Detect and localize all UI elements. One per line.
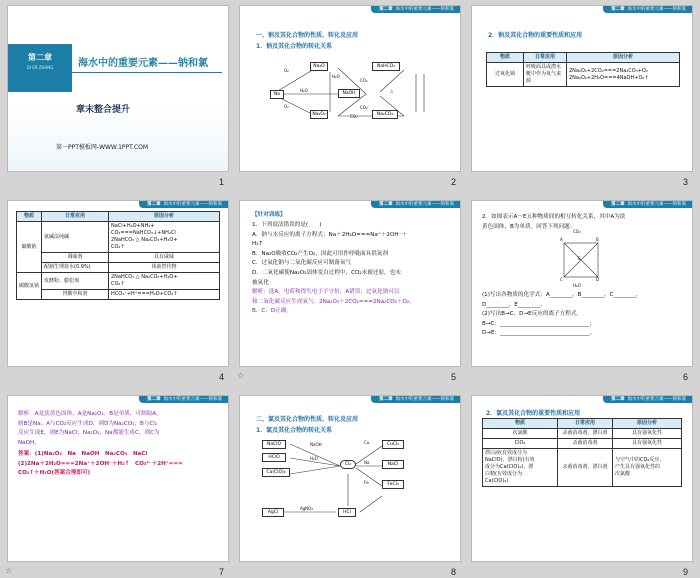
- edge-co2: CO₂: [573, 229, 581, 234]
- slide-thumbnail-2[interactable]: [240, 6, 460, 171]
- table-cell: 具有强氧化性: [613, 429, 682, 439]
- node-fecl3: FeCl₃: [382, 480, 404, 489]
- slide-number-3: 3: [683, 177, 689, 187]
- table-cell: [483, 449, 558, 487]
- col-header: 物质: [483, 419, 558, 429]
- node-naoh: NaOH: [338, 89, 360, 98]
- question-blanks: [482, 291, 686, 339]
- header-title: 海水中的重要元素——钠和氯: [163, 202, 222, 207]
- edge-agno3: AgNO₃: [300, 506, 314, 511]
- node-na2co3: Na₂CO₃: [372, 110, 398, 119]
- header-chapter: 第二章: [147, 202, 161, 207]
- equation: CO₂===NaHCO₃↓+NH₄Cl: [111, 230, 176, 236]
- slide-number-7: 7: [219, 567, 225, 577]
- answer-line: 和二氧化碳反应生成氧气：2Na₂O₂＋2CO₂===2Na₂CO₃＋O₂，: [252, 298, 415, 305]
- equation: NaCl+H₂O+NH₃+: [111, 223, 155, 229]
- text-line: 产生具有强氧化性的: [615, 464, 661, 470]
- equation: 2NaHCO₃ △ Na₂CO₃+H₂O+: [111, 274, 178, 280]
- col-header: 日常应用: [524, 53, 567, 63]
- table-cell: 发酵粉、膨松剂: [42, 273, 109, 290]
- text-line: B→C：________________________________；: [482, 320, 596, 327]
- slide-header: [603, 396, 692, 403]
- explanation-text: [18, 410, 222, 448]
- text-line: 白精(有效成分为: [485, 471, 522, 477]
- edge-h2o: H₂O: [310, 456, 318, 461]
- text-line: 黄色固体，B为单质。回答下列问题：: [482, 223, 576, 230]
- text-line: 被氧化: [252, 279, 269, 286]
- slide-thumbnail-9[interactable]: [472, 396, 692, 561]
- property-table: [482, 418, 682, 487]
- sub-title: 2．钠及其化合物的重要性质和应用: [488, 32, 583, 39]
- table-cell: 具有咸味: [109, 253, 220, 263]
- equation: 2Na₂O₂+2H₂O===4NaOH+O₂↑: [569, 74, 649, 81]
- slide-thumbnail-8[interactable]: [240, 396, 460, 561]
- slide-header: [371, 6, 460, 13]
- slide-number-6: 6: [683, 372, 689, 382]
- table-cell: [109, 222, 220, 253]
- header-title: 海水中的重要元素——钠和氯: [395, 397, 454, 402]
- text-line: 则B是Na；A与CO₂反应生成D，则D为Na₂CO₃；B与Cl₂: [18, 420, 158, 427]
- col-header: 原因分析: [613, 419, 682, 429]
- table-cell: 次氯酸: [483, 429, 558, 439]
- slide-header: [371, 396, 460, 403]
- slide-subtitle: 章末整合提升: [76, 105, 131, 115]
- slide-number-8: 8: [451, 567, 457, 577]
- sub-title: 1．钠及其化合物的转化关系: [256, 43, 333, 50]
- question-text: [252, 221, 452, 317]
- col-header: 原因分析: [109, 212, 220, 222]
- table-cell: 氨碱法纯碱: [42, 222, 109, 253]
- banner: [72, 48, 222, 73]
- slide-number-5: 5: [451, 372, 457, 382]
- banner-title: 海水中的重要元素——钠和氯: [78, 58, 208, 69]
- slide-number-4: 4: [219, 372, 225, 382]
- table-cell: [109, 273, 220, 290]
- equation: CO₂↑: [111, 281, 125, 287]
- slide-header: [139, 201, 228, 208]
- equation: 2NaHCO₃ △ Na₂CO₃+H₂O+: [111, 237, 178, 243]
- header-title: 海水中的重要元素——钠和氯: [395, 202, 454, 207]
- table-cell: 具有强氧化性: [613, 439, 682, 449]
- text-line: D．二氧化碳使Na₂O₂固体变白过程中，CO₂未被还原，也未: [252, 269, 401, 276]
- table-cell: 杀菌消毒剂: [558, 439, 613, 449]
- node-hcl: HCl: [338, 508, 356, 517]
- answer-line: 解析：选A。电荷和得失电子不守恒，A错误；过氧化钠可以: [252, 289, 400, 296]
- node-cl2: Cl₂: [340, 460, 356, 469]
- header-title: 海水中的重要元素——钠和氯: [163, 397, 222, 402]
- edge-co2-b: CO₂: [360, 105, 368, 110]
- col-header: 日常应用: [558, 419, 613, 429]
- header-chapter: 第二章: [379, 397, 393, 402]
- node-d: D: [596, 277, 600, 282]
- node-caclo2: Ca(ClO)₂: [262, 468, 290, 477]
- chapter-badge-label: 第二章: [28, 53, 52, 62]
- slide-header: [603, 6, 692, 13]
- text-line: 成分为Ca(ClO)₂)、漂: [485, 464, 534, 470]
- slide-thumbnail-1[interactable]: [8, 6, 228, 171]
- table-cell: 配制生理盐水(0.9%): [42, 263, 109, 273]
- text-line: (2)写出B→C、D→E反应的离子方程式。: [482, 311, 583, 318]
- chapter-badge: [8, 44, 72, 92]
- header-chapter: 第二章: [379, 7, 393, 12]
- slide-number-2: 2: [451, 177, 457, 187]
- header-title: 海水中的重要元素——钠和氯: [627, 7, 686, 12]
- text-line: 1．下列说法错误的是( ): [252, 222, 322, 228]
- col-header: 日常应用: [42, 212, 109, 222]
- slide-number-1: 1: [219, 177, 225, 187]
- question-text: [482, 213, 686, 232]
- header-chapter: 第二章: [147, 397, 161, 402]
- edge-co2-a: CO₂: [360, 78, 368, 83]
- table-cell: [613, 449, 682, 487]
- node-na2o2: Na₂O₂: [310, 110, 328, 119]
- text-line: C．过氧化钠与二氧化碳反应可制备氧气: [252, 260, 352, 267]
- edge-o2-b: O₂: [284, 104, 289, 109]
- chapter-badge-sub: DI ER ZHANG: [26, 65, 54, 70]
- slide-thumbnail-7[interactable]: [8, 396, 228, 561]
- header-chapter: 第二章: [611, 202, 625, 207]
- table-cell: 体液替代物: [109, 263, 220, 273]
- node-na: Na: [270, 90, 284, 99]
- property-table: [486, 52, 680, 87]
- slide-header: [139, 396, 228, 403]
- table-cell: 杀菌消毒剂、漂白剂: [558, 429, 613, 439]
- slide-thumbnail-6[interactable]: [472, 201, 692, 366]
- property-table: [16, 211, 220, 300]
- text-line: 答案：(1)Na₂O₂ Na NaOH Na₂CO₃ NaCl: [18, 451, 148, 457]
- answer-line: B、C、D正确。: [252, 308, 293, 315]
- table-cell: 碳酸氢钠: [17, 273, 42, 300]
- header-chapter: 第二章: [379, 202, 393, 207]
- slide-footer: 第一PPT模板网-WWW.1PPT.COM: [56, 144, 149, 151]
- text-line: (1)写出各物质的化学式：A________，B________，C________，: [482, 292, 642, 298]
- table-cell: ClO₂: [483, 439, 558, 449]
- edge-h2o-a: H₂O: [300, 88, 308, 93]
- text-line: B．Na₂O吸收CO₂产生O₂，因此可用作呼吸面具供氧剂: [252, 250, 388, 257]
- text-line: NaOH。: [18, 439, 40, 446]
- text-line: D→E：________________________________。: [482, 330, 596, 337]
- text-line: 与空气中的CO₂反应，: [615, 457, 665, 463]
- col-header: 原因分析: [567, 53, 680, 63]
- edge-naoh: NaOH: [310, 442, 322, 447]
- header-title: 海水中的重要元素——钠和氯: [627, 397, 686, 402]
- edge-fe: Fe: [364, 480, 369, 485]
- edge-h2o: H₂O: [573, 283, 581, 288]
- table-cell: 过氧化钠: [487, 63, 524, 87]
- node-na2o: Na₂O: [310, 62, 328, 71]
- slide-number-9: 9: [683, 567, 689, 577]
- text-line: 漂白液(有效成分为: [485, 450, 527, 456]
- node-e: E: [578, 256, 581, 261]
- text-line: 解析：A是淡黄色固体，A是Na₂O₂；B是单质，可制取A，: [18, 411, 162, 417]
- header-title: 海水中的重要元素——钠和氯: [395, 7, 454, 12]
- node-a: A: [560, 237, 563, 242]
- text-line: A．钠与水反应的离子方程式：Na＋2H₂O===Na⁺＋2OH⁻＋: [252, 231, 408, 238]
- section-title: 一、钠及其化合物的性质、转化及应用: [256, 32, 359, 39]
- edge-h2o-b: H₂O: [332, 74, 340, 79]
- node-nahco3: NaHCO₃: [372, 62, 400, 71]
- node-naclo: NaClO: [262, 440, 286, 449]
- table-cell: 碳酸钠: [17, 222, 42, 273]
- slide-header: [603, 201, 692, 208]
- section-title: 二、氯及其化合物的性质、转化及应用: [256, 416, 359, 423]
- sub-title: 1．氯及其化合物的转化关系: [256, 427, 333, 434]
- header-title: 海水中的重要元素——钠和氯: [627, 202, 686, 207]
- equation: 2Na₂O₂+2CO₂===2Na₂CO₃+O₂: [569, 67, 648, 74]
- equation: CO₂↑: [111, 244, 125, 250]
- header-chapter: 第二章: [611, 7, 625, 12]
- text-line: 2．如图表示A～E五种物质间的相互转化关系，其中A为淡: [482, 214, 626, 220]
- text-line: CO₂↑＋H₂O(答案合理即可): [18, 470, 91, 477]
- node-b: B: [596, 237, 599, 242]
- training-label: 【针对训练】: [252, 212, 286, 218]
- col-header: 物质: [487, 53, 524, 63]
- slide-header: [371, 201, 460, 208]
- table-cell: 胃酸中和剂: [42, 290, 109, 300]
- node-nacl: NaCl: [382, 460, 404, 469]
- sub-title: 2．氯及其化合物的重要性质和应用: [486, 410, 581, 417]
- edge-cu: Cu: [364, 440, 370, 445]
- node-cucl2: CuCl₂: [382, 440, 404, 449]
- animation-star-icon[interactable]: ☆: [237, 371, 245, 380]
- header-chapter: 第二章: [611, 397, 625, 402]
- answer-text: [18, 450, 222, 479]
- text-line: 反应生成E，则E为NaCl；Na₂O₂、Na都能生成C，则C为: [18, 430, 160, 437]
- table-cell: HCO₃⁻+H⁺===H₂O+CO₂↑: [109, 290, 220, 300]
- table-cell: 杀菌消毒剂、漂白剂: [558, 449, 613, 487]
- text-line: H₂↑: [252, 241, 264, 248]
- edge-o2-a: O₂: [284, 68, 289, 73]
- edge-na: Na: [364, 460, 370, 465]
- text-line: Ca(ClO)₂): [485, 478, 509, 484]
- text-line: (2)2Na＋2H₂O===2Na⁺＋2OH⁻＋H₂↑ CO₃²⁻＋2H⁺===: [18, 460, 183, 467]
- edge-heat: △: [390, 88, 394, 93]
- node-c: C: [560, 277, 563, 282]
- node-hclo: HClO: [262, 453, 286, 462]
- slide-thumbnail-5[interactable]: [240, 201, 460, 366]
- table-cell: 调味剂: [42, 253, 109, 263]
- slide-thumbnail-4[interactable]: [8, 201, 228, 366]
- animation-star-icon[interactable]: ☆: [5, 566, 13, 575]
- node-agcl: AgCl: [262, 508, 284, 517]
- text-line: D________，E________。: [482, 301, 546, 308]
- text-line: 次氯酸: [615, 471, 631, 477]
- edge-co2-c: CO₂: [350, 114, 358, 119]
- table-cell: [567, 63, 680, 87]
- table-cell: 呼吸面具或潜水艇中作为氧气来源: [524, 63, 567, 87]
- text-line: NaClO)、漂白粉(有效: [485, 457, 535, 463]
- col-header: 物质: [17, 212, 42, 222]
- slide-thumbnail-3[interactable]: [472, 6, 692, 171]
